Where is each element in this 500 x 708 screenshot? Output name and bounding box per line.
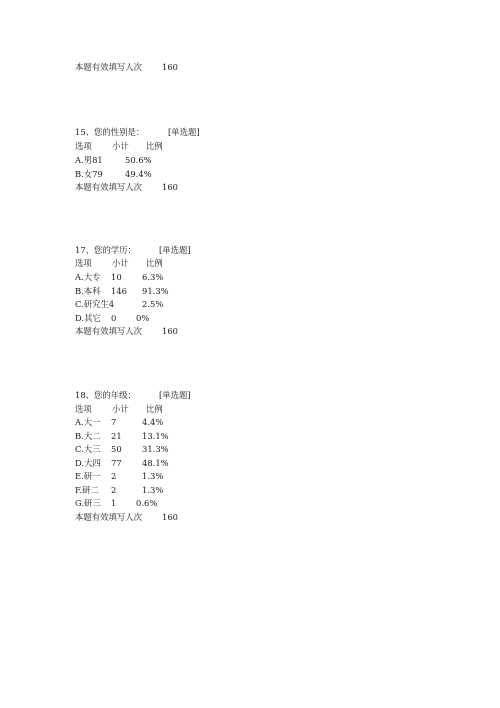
option-label: C.研究生4 <box>75 299 115 309</box>
option-label: F.研二 <box>75 485 99 495</box>
total-value: 160 <box>162 182 178 192</box>
option-ratio: 0.6% <box>136 498 158 508</box>
header-ratio: 比例 <box>146 141 163 151</box>
option-count: 1 <box>111 498 117 508</box>
option-label: A.大一 <box>75 417 101 427</box>
option-ratio: 1.3% <box>142 485 164 495</box>
header-option: 选项 <box>75 404 92 414</box>
question-title: 18、您的年级： <box>75 390 136 400</box>
header-option: 选项 <box>75 141 92 151</box>
option-label: D.大四 <box>75 458 101 468</box>
option-count: 10 <box>111 272 122 282</box>
option-label: G.研三 <box>75 498 101 508</box>
option-count: 50 <box>111 444 122 454</box>
option-ratio: 2.5% <box>142 299 164 309</box>
option-ratio: 0% <box>136 313 150 323</box>
total-label: 本题有效填写人次 <box>75 62 142 72</box>
option-label: B.大二 <box>75 431 101 441</box>
total-label: 本题有效填写人次 <box>75 182 142 192</box>
option-ratio: 49.4% <box>125 169 152 179</box>
total-value: 160 <box>162 62 178 72</box>
option-count: 0 <box>111 313 117 323</box>
option-count: 21 <box>111 431 122 441</box>
option-count: 2 <box>111 471 117 481</box>
option-count: 77 <box>111 458 122 468</box>
option-label: A.大专 <box>75 272 101 282</box>
question-type: [单选题] <box>168 127 200 137</box>
option-ratio: 13.1% <box>142 431 169 441</box>
option-count: 2 <box>111 485 117 495</box>
header-count: 小计 <box>112 404 129 414</box>
total-label: 本题有效填写人次 <box>75 326 142 336</box>
question-title: 17、您的学历： <box>75 245 136 255</box>
header-count: 小计 <box>112 258 129 268</box>
option-ratio: 1.3% <box>142 471 164 481</box>
option-label: D.其它 <box>75 313 101 323</box>
option-ratio: 91.3% <box>142 286 169 296</box>
option-label: E.研一 <box>75 471 101 481</box>
header-count: 小计 <box>112 141 129 151</box>
option-label: A.男81 <box>75 155 103 165</box>
question-type: [单选题] <box>159 245 191 255</box>
total-value: 160 <box>162 512 178 522</box>
option-ratio: 4.4% <box>142 417 164 427</box>
header-ratio: 比例 <box>146 404 163 414</box>
option-ratio: 6.3% <box>142 272 164 282</box>
option-ratio: 48.1% <box>142 458 169 468</box>
header-option: 选项 <box>75 258 92 268</box>
question-title: 15、您的性别是： <box>75 127 145 137</box>
option-ratio: 50.6% <box>125 155 152 165</box>
total-label: 本题有效填写人次 <box>75 512 142 522</box>
option-ratio: 31.3% <box>142 444 169 454</box>
question-type: [单选题] <box>159 390 191 400</box>
option-label: B.女79 <box>75 169 103 179</box>
option-label: C.大三 <box>75 444 101 454</box>
total-value: 160 <box>162 326 178 336</box>
option-count: 146 <box>111 286 127 296</box>
option-count: 7 <box>111 417 117 427</box>
header-ratio: 比例 <box>146 258 163 268</box>
option-label: B.本科 <box>75 286 101 296</box>
